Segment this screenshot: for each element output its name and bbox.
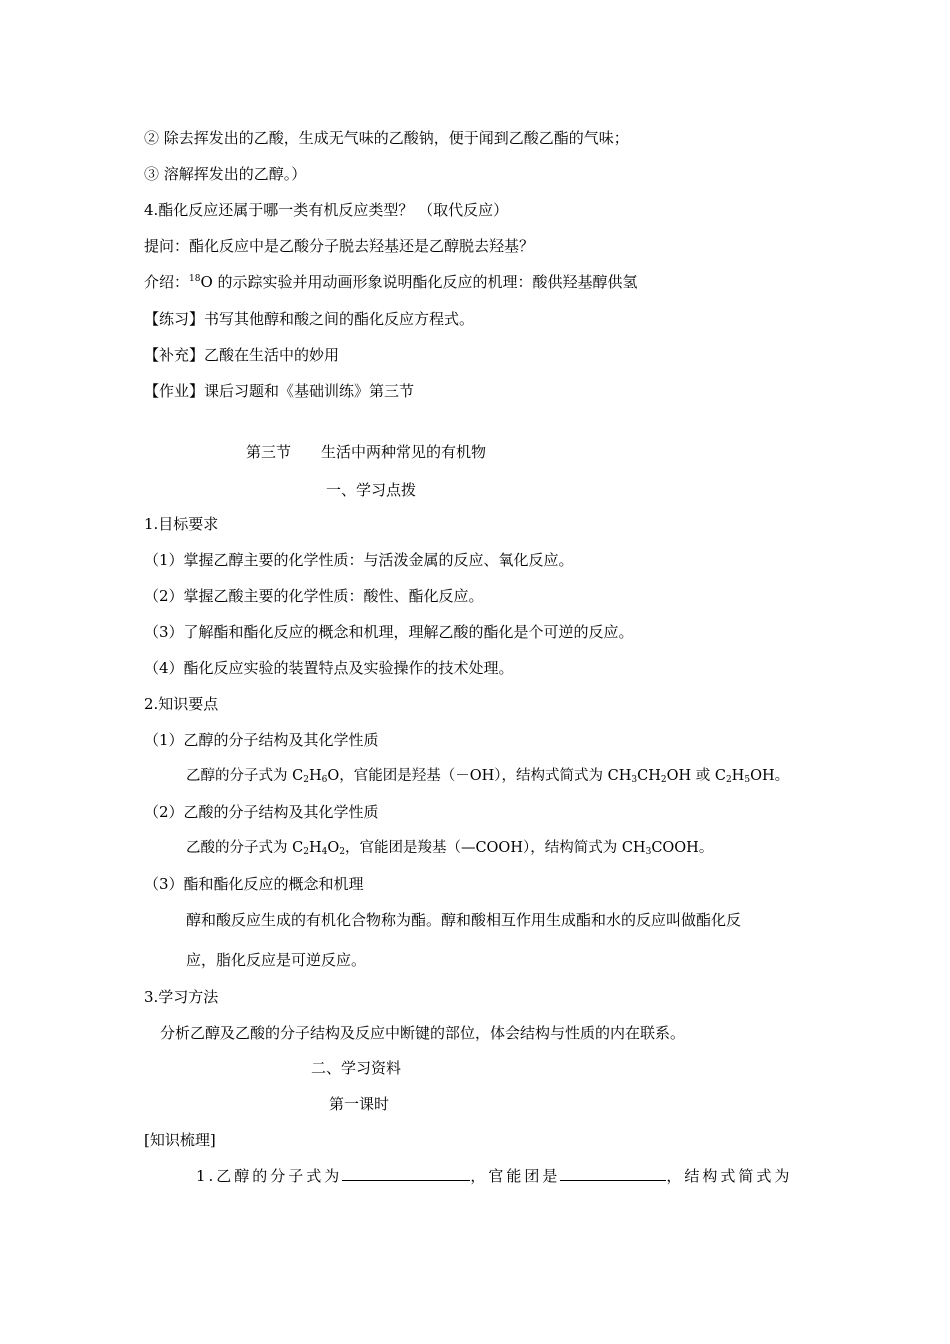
- subscript: 3: [645, 847, 652, 857]
- goal-1: （1）掌握乙醇主要的化学性质：与活泼金属的反应、氧化反应。: [144, 551, 574, 569]
- goal-2: （2）掌握乙酸主要的化学性质：酸性、酯化反应。: [144, 587, 484, 605]
- text-line-1: ② 除去挥发出的乙酸，生成无气味的乙酸钠，便于闻到乙酸乙酯的气味；: [144, 129, 629, 147]
- text-line-4: 提问：酯化反应中是乙酸分子脱去羟基还是乙醇脱去羟基？: [144, 237, 535, 255]
- goal-4: （4）酯化反应实验的装置特点及实验操作的技术处理。: [144, 659, 514, 677]
- subscript: 2: [725, 775, 732, 785]
- lesson-heading: 第一课时: [329, 1095, 390, 1113]
- knowledge-1-text: [186, 766, 789, 786]
- knowledge-summary-label: [知识梳理]: [144, 1131, 216, 1149]
- question-1-part-a: 1.乙醇的分子式为: [196, 1167, 343, 1185]
- subscript: 2: [303, 775, 309, 785]
- goal-3: （3）了解酯和酯化反应的概念和机理，理解乙酸的酯化是个可逆的反应。: [144, 623, 634, 641]
- formula-text: OH 或 C: [666, 768, 726, 784]
- section-title: 生活中两种常见的有机物: [321, 443, 487, 461]
- supplement-line: 【补充】乙酸在生活中的妙用: [144, 346, 340, 364]
- homework-line: 【作业】课后习题和《基础训练》第三节: [144, 382, 415, 400]
- practice-line: 【练习】书写其他醇和酸之间的酯化反应方程式。: [144, 310, 475, 328]
- text-line-3: 4.酯化反应还属于哪一类有机反应类型？ （取代反应）: [144, 201, 509, 219]
- functional-group-answer-blank[interactable]: [560, 1166, 666, 1181]
- intro-text: O 的示踪实验并用动画形象说明酯化反应的机理：酸供羟基醇供氢: [200, 273, 638, 291]
- formula-text: H: [731, 768, 745, 784]
- part-one-heading: 一、学习点拨: [326, 481, 417, 499]
- subscript: 4: [321, 847, 328, 857]
- knowledge-2-title: （2）乙酸的分子结构及其化学性质: [144, 803, 379, 821]
- formula-text: 乙酸的分子式为 C: [186, 840, 304, 856]
- heading-method: 3.学习方法: [144, 988, 219, 1006]
- knowledge-2-text: [186, 838, 713, 858]
- question-1-part-c: ，结构式简式为: [666, 1167, 793, 1185]
- formula-answer-blank[interactable]: [342, 1166, 470, 1181]
- question-1-part-b: ，官能团是: [470, 1167, 561, 1185]
- heading-goals: 1.目标要求: [144, 515, 219, 533]
- knowledge-3-text-1: 醇和酸反应生成的有机化合物称为酯。醇和酸相互作用生成酯和水的反应叫做酯化反: [186, 911, 742, 929]
- text-line-5: [144, 272, 638, 292]
- formula-text: OH。: [750, 768, 790, 784]
- isotope-mass-number: 18: [189, 274, 201, 284]
- subscript: 2: [303, 847, 309, 857]
- subscript: 2: [660, 775, 667, 785]
- subscript: 5: [744, 775, 751, 785]
- part-two-heading: 二、学习资料: [311, 1059, 402, 1077]
- subscript: 6: [321, 775, 328, 785]
- text-line-2: ③ 溶解挥发出的乙醇。）: [144, 165, 307, 183]
- formula-text: ，官能团是羧基（—COOH），结构简式为 CH: [344, 840, 646, 856]
- question-1: [196, 1166, 792, 1186]
- knowledge-1-title: （1）乙醇的分子结构及其化学性质: [144, 731, 379, 749]
- formula-text: H: [308, 768, 322, 784]
- subscript: 3: [631, 775, 638, 785]
- formula-text: H: [308, 840, 322, 856]
- formula-text: CH: [637, 768, 661, 784]
- subscript: 2: [339, 847, 345, 857]
- heading-knowledge: 2.知识要点: [144, 695, 219, 713]
- knowledge-3-title: （3）酯和酯化反应的概念和机理: [144, 875, 364, 893]
- formula-text: 乙醇的分子式为 C: [186, 768, 304, 784]
- formula-text: COOH。: [651, 840, 714, 856]
- formula-text: O，官能团是羟基（－OH），结构式简式为 CH: [327, 768, 632, 784]
- intro-label: 介绍：: [144, 273, 190, 291]
- formula-text: O: [327, 840, 340, 856]
- section-number: 第三节: [246, 443, 292, 461]
- knowledge-3-text-2: 应，脂化反应是可逆反应。: [186, 951, 367, 969]
- method-text: 分析乙醇及乙酸的分子结构及反应中断键的部位，体会结构与性质的内在联系。: [160, 1024, 686, 1042]
